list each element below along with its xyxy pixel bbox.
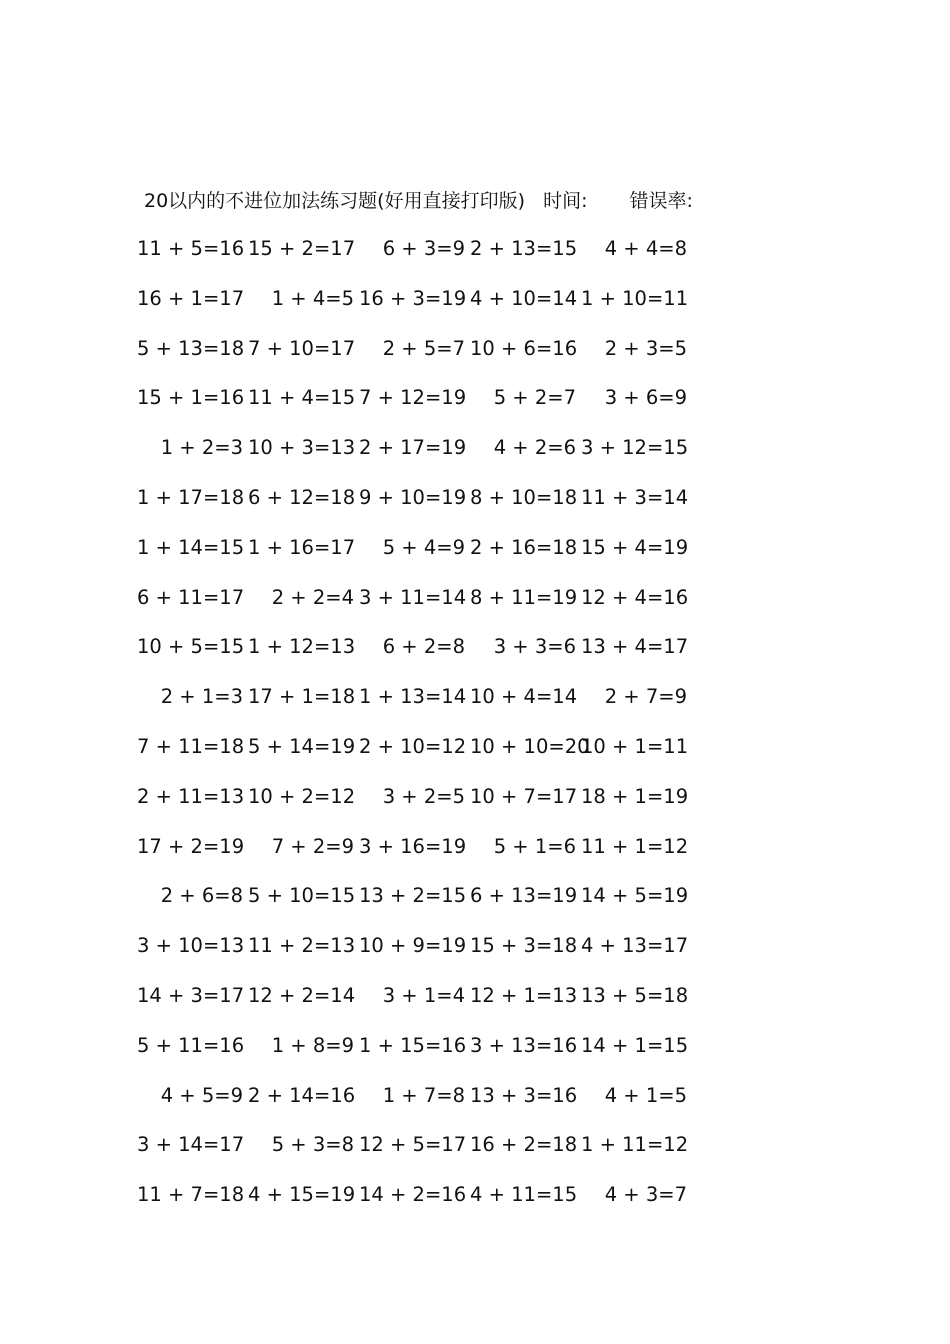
problem-cell: 1 + 12=13	[248, 635, 356, 659]
problem-cell: 7 + 12=19	[359, 386, 467, 410]
problem-row	[0, 732, 950, 782]
problem-cell: 5 + 4=9	[382, 535, 465, 559]
problem-cell: 7 + 10=17	[248, 336, 356, 360]
problem-cell: 3 + 11=14	[359, 585, 467, 609]
problem-cell: 2 + 13=15	[470, 237, 578, 260]
problem-cell: 10 + 7=17	[470, 784, 578, 808]
problem-row	[0, 881, 950, 931]
problem-cell: 11 + 2=13	[248, 934, 356, 958]
worksheet-header	[144, 186, 784, 216]
problem-cell: 11 + 3=14	[581, 485, 689, 509]
problem-cell: 1 + 13=14	[359, 685, 467, 709]
problem-cell: 11 + 5=16	[137, 237, 245, 260]
problem-cell: 10 + 10=20	[470, 734, 590, 758]
problem-cell: 13 + 5=18	[581, 983, 689, 1007]
problem-cell: 15 + 4=19	[581, 535, 689, 559]
problem-cell: 3 + 6=9	[604, 386, 687, 410]
problem-cell: 1 + 10=11	[581, 286, 689, 310]
problem-cell: 13 + 2=15	[359, 884, 467, 908]
problem-cell: 3 + 12=15	[581, 436, 689, 460]
problem-cell: 17 + 1=18	[248, 685, 356, 709]
problem-cell: 16 + 3=19	[359, 286, 467, 310]
error-rate-label: 错误率:	[629, 190, 693, 212]
problem-cell: 3 + 2=5	[382, 784, 465, 808]
problem-cell: 10 + 3=13	[248, 436, 356, 460]
problem-cell: 10 + 6=16	[470, 336, 578, 360]
problem-cell: 4 + 11=15	[470, 1183, 578, 1207]
problem-row	[0, 533, 950, 583]
problem-cell: 5 + 14=19	[248, 734, 356, 758]
problem-cell: 2 + 6=8	[160, 884, 243, 908]
problem-cell: 4 + 1=5	[604, 1083, 687, 1107]
problem-row	[0, 832, 950, 882]
problem-cell: 12 + 4=16	[581, 585, 689, 609]
problem-row	[0, 433, 950, 483]
problem-cell: 5 + 13=18	[137, 336, 245, 360]
problem-cell: 2 + 16=18	[470, 535, 578, 559]
problem-cell: 6 + 13=19	[470, 884, 578, 908]
problem-row	[0, 234, 950, 284]
problem-cell: 1 + 11=12	[581, 1133, 689, 1157]
problem-cell: 6 + 2=8	[382, 635, 465, 659]
problem-cell: 11 + 4=15	[248, 386, 356, 410]
problem-cell: 8 + 10=18	[470, 485, 578, 509]
problem-cell: 6 + 3=9	[382, 237, 465, 260]
problem-cell: 4 + 10=14	[470, 286, 578, 310]
problem-cell: 2 + 1=3	[160, 685, 243, 709]
problem-cell: 14 + 3=17	[137, 983, 245, 1007]
problem-cell: 17 + 2=19	[137, 834, 245, 858]
problem-cell: 10 + 4=14	[470, 685, 578, 709]
problem-cell: 3 + 1=4	[382, 983, 465, 1007]
problem-cell: 2 + 10=12	[359, 734, 467, 758]
problem-cell: 4 + 15=19	[248, 1183, 356, 1207]
problem-cell: 5 + 2=7	[493, 386, 576, 410]
problem-row	[0, 483, 950, 533]
problem-cell: 10 + 5=15	[137, 635, 245, 659]
problem-cell: 12 + 5=17	[359, 1133, 467, 1157]
problem-cell: 1 + 15=16	[359, 1033, 467, 1057]
problem-cell: 2 + 5=7	[382, 336, 465, 360]
problem-cell: 1 + 16=17	[248, 535, 356, 559]
problem-cell: 4 + 13=17	[581, 934, 689, 958]
problem-cell: 3 + 16=19	[359, 834, 467, 858]
problem-cell: 2 + 7=9	[604, 685, 687, 709]
problem-cell: 4 + 4=8	[604, 237, 687, 260]
problem-row	[0, 931, 950, 981]
problem-cell: 16 + 2=18	[470, 1133, 578, 1157]
problem-cell: 7 + 2=9	[271, 834, 354, 858]
problem-cell: 10 + 2=12	[248, 784, 356, 808]
problem-cell: 15 + 2=17	[248, 237, 356, 260]
problem-cell: 14 + 2=16	[359, 1183, 467, 1207]
problem-cell: 6 + 11=17	[137, 585, 245, 609]
problem-cell: 8 + 11=19	[470, 585, 578, 609]
problem-cell: 15 + 1=16	[137, 386, 245, 410]
problem-cell: 5 + 3=8	[271, 1133, 354, 1157]
problem-cell: 7 + 11=18	[137, 734, 245, 758]
problem-cell: 1 + 2=3	[160, 436, 243, 460]
problem-cell: 2 + 14=16	[248, 1083, 356, 1107]
problem-cell: 1 + 7=8	[382, 1083, 465, 1107]
time-label: 时间:	[543, 190, 588, 212]
problem-row	[0, 1081, 950, 1131]
problem-cell: 10 + 1=11	[581, 734, 689, 758]
problem-row	[0, 632, 950, 682]
problem-cell: 5 + 10=15	[248, 884, 356, 908]
problem-cell: 2 + 2=4	[271, 585, 354, 609]
problem-cell: 3 + 13=16	[470, 1033, 578, 1057]
problem-cell: 1 + 17=18	[137, 485, 245, 509]
problem-cell: 6 + 12=18	[248, 485, 356, 509]
problem-row	[0, 682, 950, 732]
problem-cell: 4 + 3=7	[604, 1183, 687, 1207]
problem-cell: 18 + 1=19	[581, 784, 689, 808]
problem-cell: 5 + 11=16	[137, 1033, 245, 1057]
problem-row	[0, 981, 950, 1031]
problem-cell: 10 + 9=19	[359, 934, 467, 958]
problem-cell: 2 + 17=19	[359, 436, 467, 460]
problem-row	[0, 383, 950, 433]
problem-cell: 3 + 10=13	[137, 934, 245, 958]
problem-cell: 4 + 5=9	[160, 1083, 243, 1107]
problem-row	[0, 1180, 950, 1230]
problem-cell: 1 + 8=9	[271, 1033, 354, 1057]
problem-cell: 12 + 2=14	[248, 983, 356, 1007]
problem-row	[0, 334, 950, 384]
problem-row	[0, 782, 950, 832]
problem-cell: 3 + 3=6	[493, 635, 576, 659]
problem-cell: 2 + 11=13	[137, 784, 245, 808]
problem-cell: 13 + 4=17	[581, 635, 689, 659]
problem-grid	[0, 234, 950, 1230]
problem-cell: 1 + 4=5	[271, 286, 354, 310]
problem-cell: 16 + 1=17	[137, 286, 245, 310]
problem-cell: 11 + 1=12	[581, 834, 689, 858]
problem-cell: 15 + 3=18	[470, 934, 578, 958]
problem-row	[0, 284, 950, 334]
problem-cell: 1 + 14=15	[137, 535, 245, 559]
problem-cell: 5 + 1=6	[493, 834, 576, 858]
problem-cell: 3 + 14=17	[137, 1133, 245, 1157]
problem-cell: 12 + 1=13	[470, 983, 578, 1007]
problem-cell: 13 + 3=16	[470, 1083, 578, 1107]
problem-cell: 14 + 5=19	[581, 884, 689, 908]
problem-row	[0, 583, 950, 633]
problem-cell: 4 + 2=6	[493, 436, 576, 460]
problem-cell: 11 + 7=18	[137, 1183, 245, 1207]
problem-cell: 9 + 10=19	[359, 485, 467, 509]
problem-cell: 14 + 1=15	[581, 1033, 689, 1057]
problem-row	[0, 1130, 950, 1180]
problem-cell: 2 + 3=5	[604, 336, 687, 360]
worksheet-title: 20以内的不进位加法练习题(好用直接打印版)	[144, 190, 526, 212]
problem-row	[0, 1031, 950, 1081]
